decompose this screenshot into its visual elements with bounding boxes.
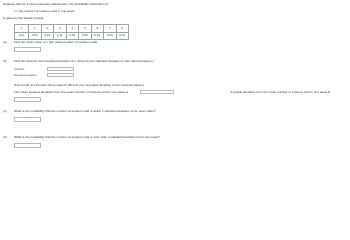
probability-table bbox=[14, 24, 129, 40]
px-value-cell: 0.29 bbox=[79, 32, 92, 40]
table-row-x bbox=[15, 25, 129, 33]
within-one-stdev-input[interactable] bbox=[14, 117, 41, 122]
part-b-label: (b) bbox=[3, 59, 7, 63]
px-header: p(x) bbox=[15, 32, 29, 40]
x-header: x bbox=[15, 25, 29, 33]
x-value-cell: 3 bbox=[54, 25, 67, 33]
px-value-cell: 0.30 bbox=[66, 32, 79, 40]
interpret-sentence-start: The mean squared deviation from the mean number of systems sold in one week is bbox=[14, 90, 129, 94]
x-value-cell: 5 bbox=[79, 25, 92, 33]
stdev-input[interactable] bbox=[47, 73, 74, 78]
variance-input[interactable] bbox=[47, 67, 74, 72]
px-value-cell: 0.10 bbox=[41, 32, 54, 40]
variance-label: variance bbox=[14, 67, 25, 71]
px-value-cell: 0.12 bbox=[91, 32, 104, 40]
intro-line-2: is given by the following table. bbox=[3, 16, 45, 20]
interpret-sentence-end: . A typical deviation from the mean number of systems sold in one week is bbox=[229, 90, 331, 94]
x-value-cell: 7 bbox=[104, 25, 117, 33]
part-a-question: Find the mean value of x (the mean number of systems sold). bbox=[14, 40, 99, 44]
px-value-cell: 0.11 bbox=[54, 32, 67, 40]
part-c-label: (c) bbox=[3, 109, 7, 113]
x-value-cell: 6 bbox=[91, 25, 104, 33]
stdev-label: standard deviation bbox=[14, 73, 37, 77]
px-value-cell: 0.01 bbox=[116, 32, 129, 40]
intro-definition: x = the number of systems sold in one week bbox=[14, 9, 75, 13]
interpret-question: How would you interpret these values? (Round your standard deviation to four decimal places.) bbox=[14, 83, 145, 87]
table-row-px bbox=[15, 32, 129, 40]
x-value-cell: 4 bbox=[66, 25, 79, 33]
x-value-cell: 2 bbox=[41, 25, 54, 33]
part-d-question: What is the probability that the number of systems sold is more than 2 standard deviations from the mean? bbox=[14, 135, 160, 139]
beyond-two-stdev-input[interactable] bbox=[14, 143, 41, 148]
intro-line-1: Suppose that for a given computer salesperson, the probability distribution of bbox=[3, 2, 109, 6]
part-d-label: (d) bbox=[3, 135, 7, 139]
x-value-cell: 8 bbox=[116, 25, 129, 33]
mean-answer-input[interactable] bbox=[14, 47, 41, 52]
px-value-cell: 0.03 bbox=[104, 32, 117, 40]
part-c-question: What is the probability that the number of systems sold is within 1 standard deviation of its mean value? bbox=[14, 109, 156, 113]
interpret-variance-input[interactable] bbox=[140, 90, 174, 95]
interpret-stdev-input[interactable] bbox=[14, 97, 41, 102]
part-b-question: Find the variance and standard deviation of x. (Round your standard deviation to four decimal places.) bbox=[14, 59, 154, 63]
px-value-cell: 0.04 bbox=[29, 32, 42, 40]
x-value-cell: 1 bbox=[29, 25, 42, 33]
part-a-label: (a) bbox=[3, 40, 7, 44]
